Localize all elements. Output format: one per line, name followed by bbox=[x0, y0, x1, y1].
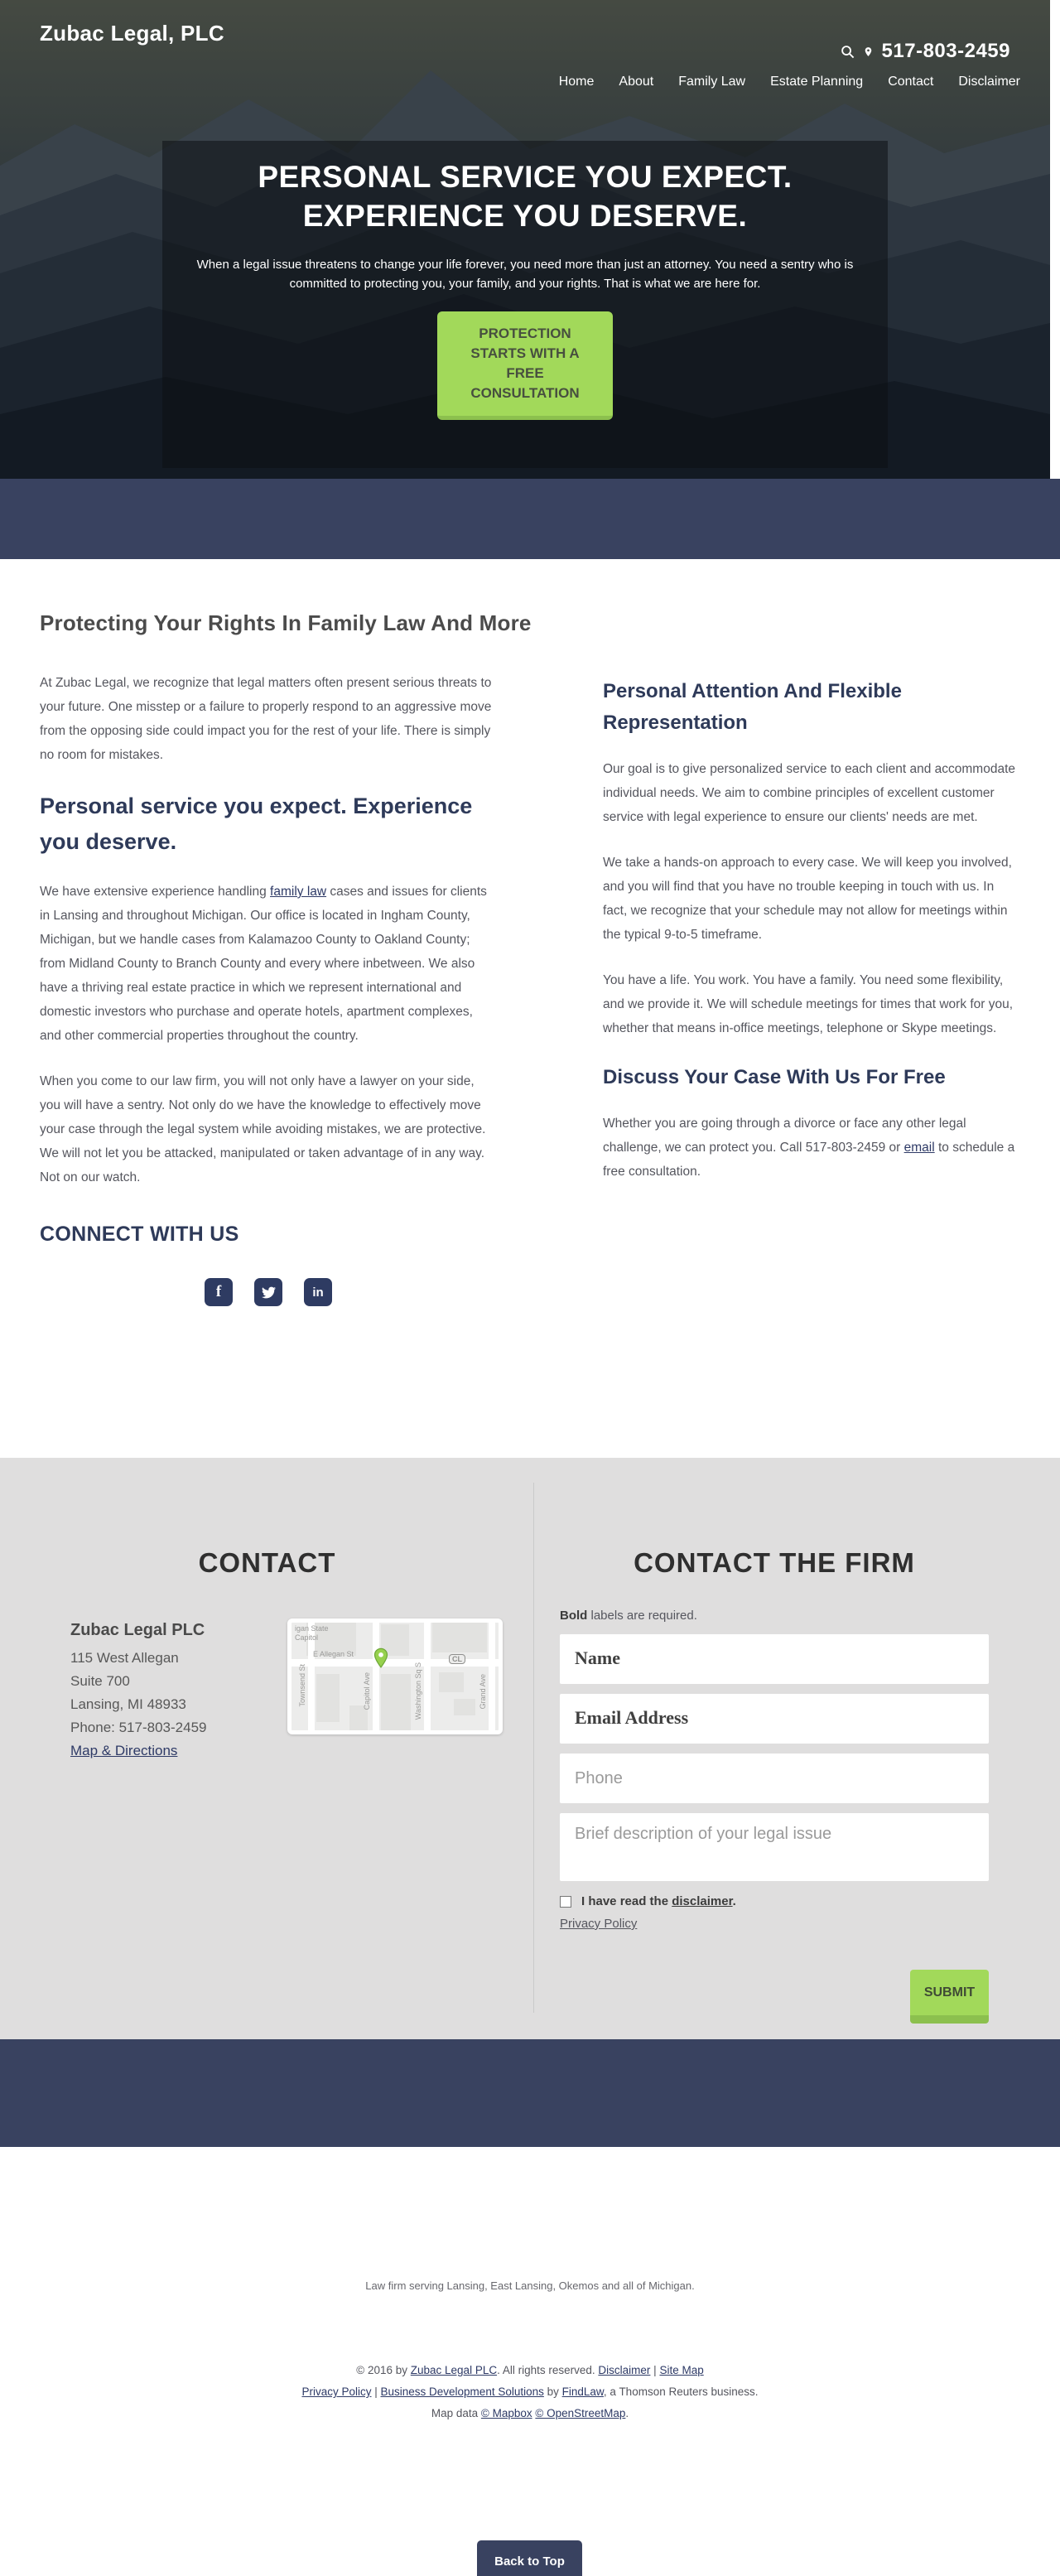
copyright-line-3: Map data © Mapbox © OpenStreetMap. bbox=[431, 2407, 629, 2419]
nav-item-estate-planning[interactable]: Estate Planning bbox=[770, 75, 864, 89]
hero-section bbox=[0, 0, 1060, 479]
footer-disclaimer-link[interactable]: Disclaimer bbox=[598, 2364, 651, 2376]
map-label-capitol-1: igan State bbox=[295, 1624, 329, 1633]
name-field[interactable] bbox=[560, 1634, 989, 1684]
right-column bbox=[603, 671, 1020, 1306]
hero-overlay-panel bbox=[162, 141, 888, 468]
map-label-grand: Grand Ave bbox=[479, 1674, 487, 1710]
goal-paragraph: Our goal is to give personalized service to each client and accommodate individual needs. We aim to combine principles of excellent customer service with legal experience to ensure our clients' needs are met. bbox=[603, 762, 1015, 824]
footer-mapbox-link[interactable]: © Mapbox bbox=[480, 2407, 532, 2419]
map-label-washington: Washington Sq S bbox=[414, 1662, 422, 1720]
hero-right-white-gap bbox=[1050, 0, 1060, 479]
map-street-horizontal bbox=[292, 1659, 499, 1667]
linkedin-icon[interactable]: in bbox=[304, 1278, 332, 1306]
footer-findlaw-link[interactable]: FindLaw bbox=[561, 2385, 604, 2398]
map-label-capitol-ave: Capitol Ave bbox=[363, 1672, 371, 1710]
facebook-icon[interactable]: f bbox=[205, 1278, 233, 1306]
call-paragraph: Whether you are going through a divorce or face any other legal challenge, we can protect you. Call 517-803-2459 or email to schedule a free consultation. bbox=[603, 1117, 1015, 1179]
disclaimer-checkbox[interactable] bbox=[560, 1896, 571, 1908]
map-label-townsend: Townsend St bbox=[298, 1664, 306, 1707]
map-cl-badge: CL bbox=[449, 1654, 465, 1664]
nav-item-disclaimer[interactable]: Disclaimer bbox=[958, 75, 1020, 89]
sentry-paragraph: When you come to our law firm, you will not only have a lawyer on your side, you will have a sentry. Not only do we have the knowledge to effectively move your case through the legal system while avoiding mistakes, we are protective. We will not let you be attacked, manipulated or taken advantage of in any way. Not on our watch. bbox=[40, 1074, 486, 1184]
contact-heading: CONTACT bbox=[198, 1547, 336, 1578]
map-pin-icon bbox=[373, 1647, 389, 1669]
disclaimer-link[interactable]: disclaimer bbox=[672, 1894, 733, 1908]
search-icon[interactable] bbox=[841, 45, 855, 59]
main-nav bbox=[559, 75, 1020, 89]
nav-item-family-law[interactable]: Family Law bbox=[678, 75, 746, 89]
back-to-top-button[interactable]: Back to Top bbox=[477, 2540, 582, 2576]
submit-button[interactable]: SUBMIT bbox=[910, 1970, 989, 2024]
footer-osm-link[interactable]: © OpenStreetMap bbox=[535, 2407, 626, 2419]
privacy-policy-link[interactable]: Privacy Policy bbox=[560, 1917, 638, 1931]
social-row bbox=[40, 1278, 497, 1306]
footer-firm-link[interactable]: Zubac Legal PLC bbox=[410, 2364, 498, 2376]
footer-bds-link[interactable]: Business Development Solutions bbox=[380, 2385, 544, 2398]
footer-privacy-link[interactable]: Privacy Policy bbox=[301, 2385, 372, 2398]
header-phone-row bbox=[841, 40, 1010, 63]
serving-line: Law firm serving Lansing, East Lansing, Okemos and all of Michigan. bbox=[365, 2279, 695, 2292]
copyright-block bbox=[0, 2360, 1060, 2424]
map-thumbnail[interactable] bbox=[287, 1618, 503, 1734]
site-logo[interactable]: Zubac Legal, PLC bbox=[40, 21, 224, 46]
nav-item-about[interactable]: About bbox=[619, 75, 654, 89]
footer bbox=[0, 2147, 1060, 2576]
nav-item-contact[interactable]: Contact bbox=[888, 75, 934, 89]
contact-info-panel bbox=[0, 1483, 534, 2013]
hero-title: PERSONAL SERVICE YOU EXPECT. EXPERIENCE YOU DESERVE. bbox=[258, 160, 793, 233]
free-consultation-button[interactable]: PROTECTION STARTS WITH A FREE CONSULTATION bbox=[437, 311, 613, 420]
phone-line: Phone: 517-803-2459 bbox=[70, 1720, 207, 1735]
firm-address-block bbox=[70, 1618, 277, 1763]
footer-sitemap-link[interactable]: Site Map bbox=[659, 2364, 704, 2376]
contact-form-heading: CONTACT THE FIRM bbox=[634, 1547, 915, 1578]
email-field[interactable] bbox=[560, 1694, 989, 1744]
map-label-allegan: E Allegan St bbox=[313, 1650, 354, 1658]
experience-paragraph: We have extensive experience handling family law cases and issues for clients in Lansing and throughout Michigan. Our office is located in Ingham County, Michigan, but we handle cases from Kalamazoo County to Oakland County; from Midland County to Branch County and every where inbetween. We also have a thriving real estate practice in which we represent international and domestic investors who purchase and operate hotels, apartment complexes, and other commercial properties throughout the country. bbox=[40, 885, 487, 1043]
nav-item-home[interactable]: Home bbox=[558, 75, 595, 89]
address-line-2: Suite 700 bbox=[70, 1673, 130, 1689]
left-column bbox=[40, 671, 497, 1306]
copyright-line-2: Privacy Policy | Business Development Solutions by FindLaw, a Thomson Reuters business. bbox=[301, 2385, 759, 2398]
footer-navy-band bbox=[0, 2039, 1060, 2147]
hero-subtitle: When a legal issue threatens to change your life forever, you need more than just an attorney. You need a sentry who is committed to protecting you, your family, and your rights. That is what we are here for. bbox=[196, 258, 854, 291]
connect-heading: CONNECT WITH US bbox=[40, 1223, 239, 1246]
contact-form bbox=[560, 1458, 989, 2039]
family-law-link[interactable]: family law bbox=[270, 885, 327, 899]
page-title: Protecting Your Rights In Family Law And More bbox=[40, 610, 532, 635]
header-phone-number[interactable]: 517-803-2459 bbox=[881, 40, 1010, 62]
contact-section bbox=[0, 1458, 1060, 2039]
flexibility-paragraph: You have a life. You work. You have a family. You need some flexibility, and we provide it. We will schedule meetings for times that work for you, whether that means in-office meetings, telephone or Skype meetings. bbox=[603, 973, 1014, 1035]
address-line-1: 115 West Allegan bbox=[70, 1650, 179, 1666]
disclaimer-check-row: I have read the disclaimer. bbox=[560, 1894, 989, 1908]
map-label-capitol-2: Capitol bbox=[295, 1633, 319, 1642]
firm-name: Zubac Legal PLC bbox=[70, 1621, 205, 1639]
twitter-icon[interactable] bbox=[254, 1278, 282, 1306]
discuss-heading: Discuss Your Case With Us For Free bbox=[603, 1066, 946, 1088]
left-section-heading: Personal service you expect. Experience you deserve. bbox=[40, 794, 473, 854]
address-line-3: Lansing, MI 48933 bbox=[70, 1696, 186, 1712]
main-content bbox=[0, 559, 1060, 1458]
navy-divider-band bbox=[0, 479, 1060, 559]
copyright-line-1: © 2016 by Zubac Legal PLC. All rights reserved. Disclaimer | Site Map bbox=[356, 2364, 704, 2376]
legal-issue-field[interactable] bbox=[560, 1813, 989, 1881]
phone-field[interactable] bbox=[560, 1754, 989, 1803]
required-note: Bold labels are required. bbox=[560, 1609, 697, 1623]
email-link[interactable]: email bbox=[903, 1141, 935, 1155]
intro-paragraph: At Zubac Legal, we recognize that legal matters often present serious threats to your future. One misstep or a failure to properly respond to an aggressive move from the opposing side could impact you for the rest of your life. There is simply no room for mistakes. bbox=[40, 676, 492, 762]
attention-heading: Personal Attention And Flexible Representation bbox=[603, 680, 902, 734]
hands-on-paragraph: We take a hands-on approach to every case. We will keep you involved, and you will find that you have no trouble keeping in touch with us. In fact, we recognize that your schedule may not allow for meetings within the typical 9-to-5 timeframe. bbox=[603, 856, 1012, 942]
map-directions-link[interactable]: Map & Directions bbox=[70, 1743, 178, 1758]
location-pin-icon[interactable] bbox=[863, 45, 874, 59]
